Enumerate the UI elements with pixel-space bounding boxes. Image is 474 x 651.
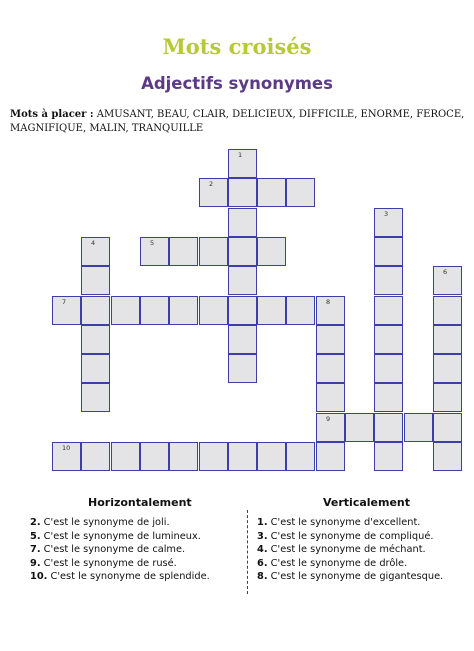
grid-cell[interactable] — [140, 442, 169, 471]
grid-cell[interactable] — [374, 413, 403, 442]
grid-cell[interactable] — [374, 354, 403, 383]
grid-cell[interactable] — [433, 442, 462, 471]
grid-cell[interactable] — [52, 442, 81, 471]
grid-cell[interactable] — [199, 442, 228, 471]
words-list: AMUSANT, BEAU, CLAIR, DELICIEUX, DIFFICILE, ENORME, FEROCE, MAGNIFIQUE, MALIN, TRANQUILLE — [10, 109, 465, 134]
grid-cell[interactable] — [81, 325, 110, 354]
clue-number: 5. — [30, 530, 41, 542]
grid-cell[interactable] — [316, 413, 345, 442]
grid-cell[interactable] — [199, 178, 228, 207]
grid-cell[interactable] — [81, 383, 110, 412]
grid-cell[interactable] — [169, 296, 198, 325]
grid-cell[interactable] — [433, 325, 462, 354]
clue-h-7 — [30, 543, 210, 557]
clue-v-8 — [257, 570, 443, 584]
grid-cell[interactable] — [316, 296, 345, 325]
grid-cell[interactable] — [374, 266, 403, 295]
clue-v-1 — [257, 516, 443, 530]
grid-cell[interactable] — [433, 354, 462, 383]
grid-cell[interactable] — [228, 354, 257, 383]
grid-cell[interactable] — [111, 442, 140, 471]
clue-h-10 — [30, 570, 210, 584]
clue-number: 3. — [257, 530, 268, 542]
horizontal-clues — [30, 516, 210, 584]
cell-number: 6 — [443, 268, 448, 276]
grid-cell[interactable] — [316, 325, 345, 354]
clue-text: C'est le synonyme de calme. — [43, 544, 186, 556]
clue-h-9 — [30, 557, 210, 571]
grid-cell[interactable] — [433, 383, 462, 412]
clue-text: C'est le synonyme d'excellent. — [270, 517, 421, 528]
grid-cell[interactable] — [374, 442, 403, 471]
clue-number: 7. — [30, 544, 41, 556]
grid-cell[interactable] — [199, 296, 228, 325]
clue-text: C'est le synonyme de lumineux. — [43, 530, 201, 542]
grid-cell[interactable] — [374, 325, 403, 354]
clue-number: 8. — [257, 571, 268, 583]
grid-cell[interactable] — [374, 237, 403, 266]
grid-cell[interactable] — [52, 296, 81, 325]
words-to-place — [10, 108, 465, 136]
grid-cell[interactable] — [374, 383, 403, 412]
grid-cell[interactable] — [228, 208, 257, 237]
cell-number: 9 — [326, 415, 331, 423]
grid-cell[interactable] — [81, 237, 110, 266]
cell-number: 1 — [238, 151, 243, 159]
grid-cell[interactable] — [257, 296, 286, 325]
cell-number: 2 — [209, 180, 214, 188]
grid-cell[interactable] — [286, 296, 315, 325]
grid-cell[interactable] — [257, 237, 286, 266]
grid-cell[interactable] — [169, 237, 198, 266]
grid-cell[interactable] — [228, 178, 257, 207]
grid-cell[interactable] — [228, 325, 257, 354]
clue-text: C'est le synonyme de splendide. — [50, 571, 210, 583]
grid-cell[interactable] — [228, 266, 257, 295]
grid-cell[interactable] — [433, 266, 462, 295]
cell-number: 4 — [91, 239, 96, 247]
clue-h-2 — [30, 516, 210, 530]
vertical-heading: Verticalement — [323, 496, 411, 509]
clue-number: 9. — [30, 557, 41, 569]
grid-cell[interactable] — [81, 354, 110, 383]
cell-number: 10 — [62, 444, 71, 452]
vertical-clues — [257, 516, 443, 584]
grid-cell[interactable] — [228, 149, 257, 178]
grid-cell[interactable] — [316, 354, 345, 383]
grid-cell[interactable] — [228, 442, 257, 471]
clue-text: C'est le synonyme de méchant. — [270, 544, 426, 556]
grid-cell[interactable] — [433, 296, 462, 325]
grid-cell[interactable] — [257, 442, 286, 471]
grid-cell[interactable] — [140, 237, 169, 266]
clue-number: 4. — [257, 544, 268, 556]
grid-cell[interactable] — [228, 237, 257, 266]
clue-text: C'est le synonyme de joli. — [43, 517, 170, 528]
grid-cell[interactable] — [81, 296, 110, 325]
cell-number: 8 — [326, 298, 331, 306]
horizontal-heading: Horizontalement — [88, 496, 192, 509]
grid-cell[interactable] — [374, 208, 403, 237]
grid-cell[interactable] — [257, 178, 286, 207]
grid-cell[interactable] — [81, 442, 110, 471]
grid-cell[interactable] — [374, 296, 403, 325]
grid-cell[interactable] — [169, 442, 198, 471]
grid-cell[interactable] — [316, 442, 345, 471]
clue-text: C'est le synonyme de drôle. — [270, 557, 408, 569]
clue-v-3 — [257, 530, 443, 544]
clue-text: C'est le synonyme de gigantesque. — [270, 571, 444, 583]
clue-number: 1. — [257, 517, 268, 528]
grid-cell[interactable] — [111, 296, 140, 325]
words-label: Mots à placer : — [10, 109, 94, 120]
cell-number: 7 — [62, 298, 67, 306]
grid-cell[interactable] — [140, 296, 169, 325]
grid-cell[interactable] — [286, 178, 315, 207]
clue-number: 6. — [257, 557, 268, 569]
grid-cell[interactable] — [228, 296, 257, 325]
page-subtitle: Adjectifs synonymes — [141, 74, 333, 93]
clue-text: C'est le synonyme de compliqué. — [270, 530, 434, 542]
grid-cell[interactable] — [404, 413, 433, 442]
clue-divider — [247, 510, 248, 594]
clue-number: 10. — [30, 571, 48, 583]
clue-text: C'est le synonyme de rusé. — [43, 557, 177, 569]
grid-cell[interactable] — [433, 413, 462, 442]
grid-cell[interactable] — [316, 383, 345, 412]
clue-h-5 — [30, 530, 210, 544]
grid-cell[interactable] — [345, 413, 374, 442]
grid-cell[interactable] — [199, 237, 228, 266]
clue-v-4 — [257, 543, 443, 557]
page-title: Mots croisés — [162, 34, 312, 59]
cell-number: 3 — [384, 210, 389, 218]
grid-cell[interactable] — [81, 266, 110, 295]
clue-number: 2. — [30, 517, 41, 528]
cell-number: 5 — [150, 239, 155, 247]
clue-v-6 — [257, 557, 443, 571]
grid-cell[interactable] — [286, 442, 315, 471]
